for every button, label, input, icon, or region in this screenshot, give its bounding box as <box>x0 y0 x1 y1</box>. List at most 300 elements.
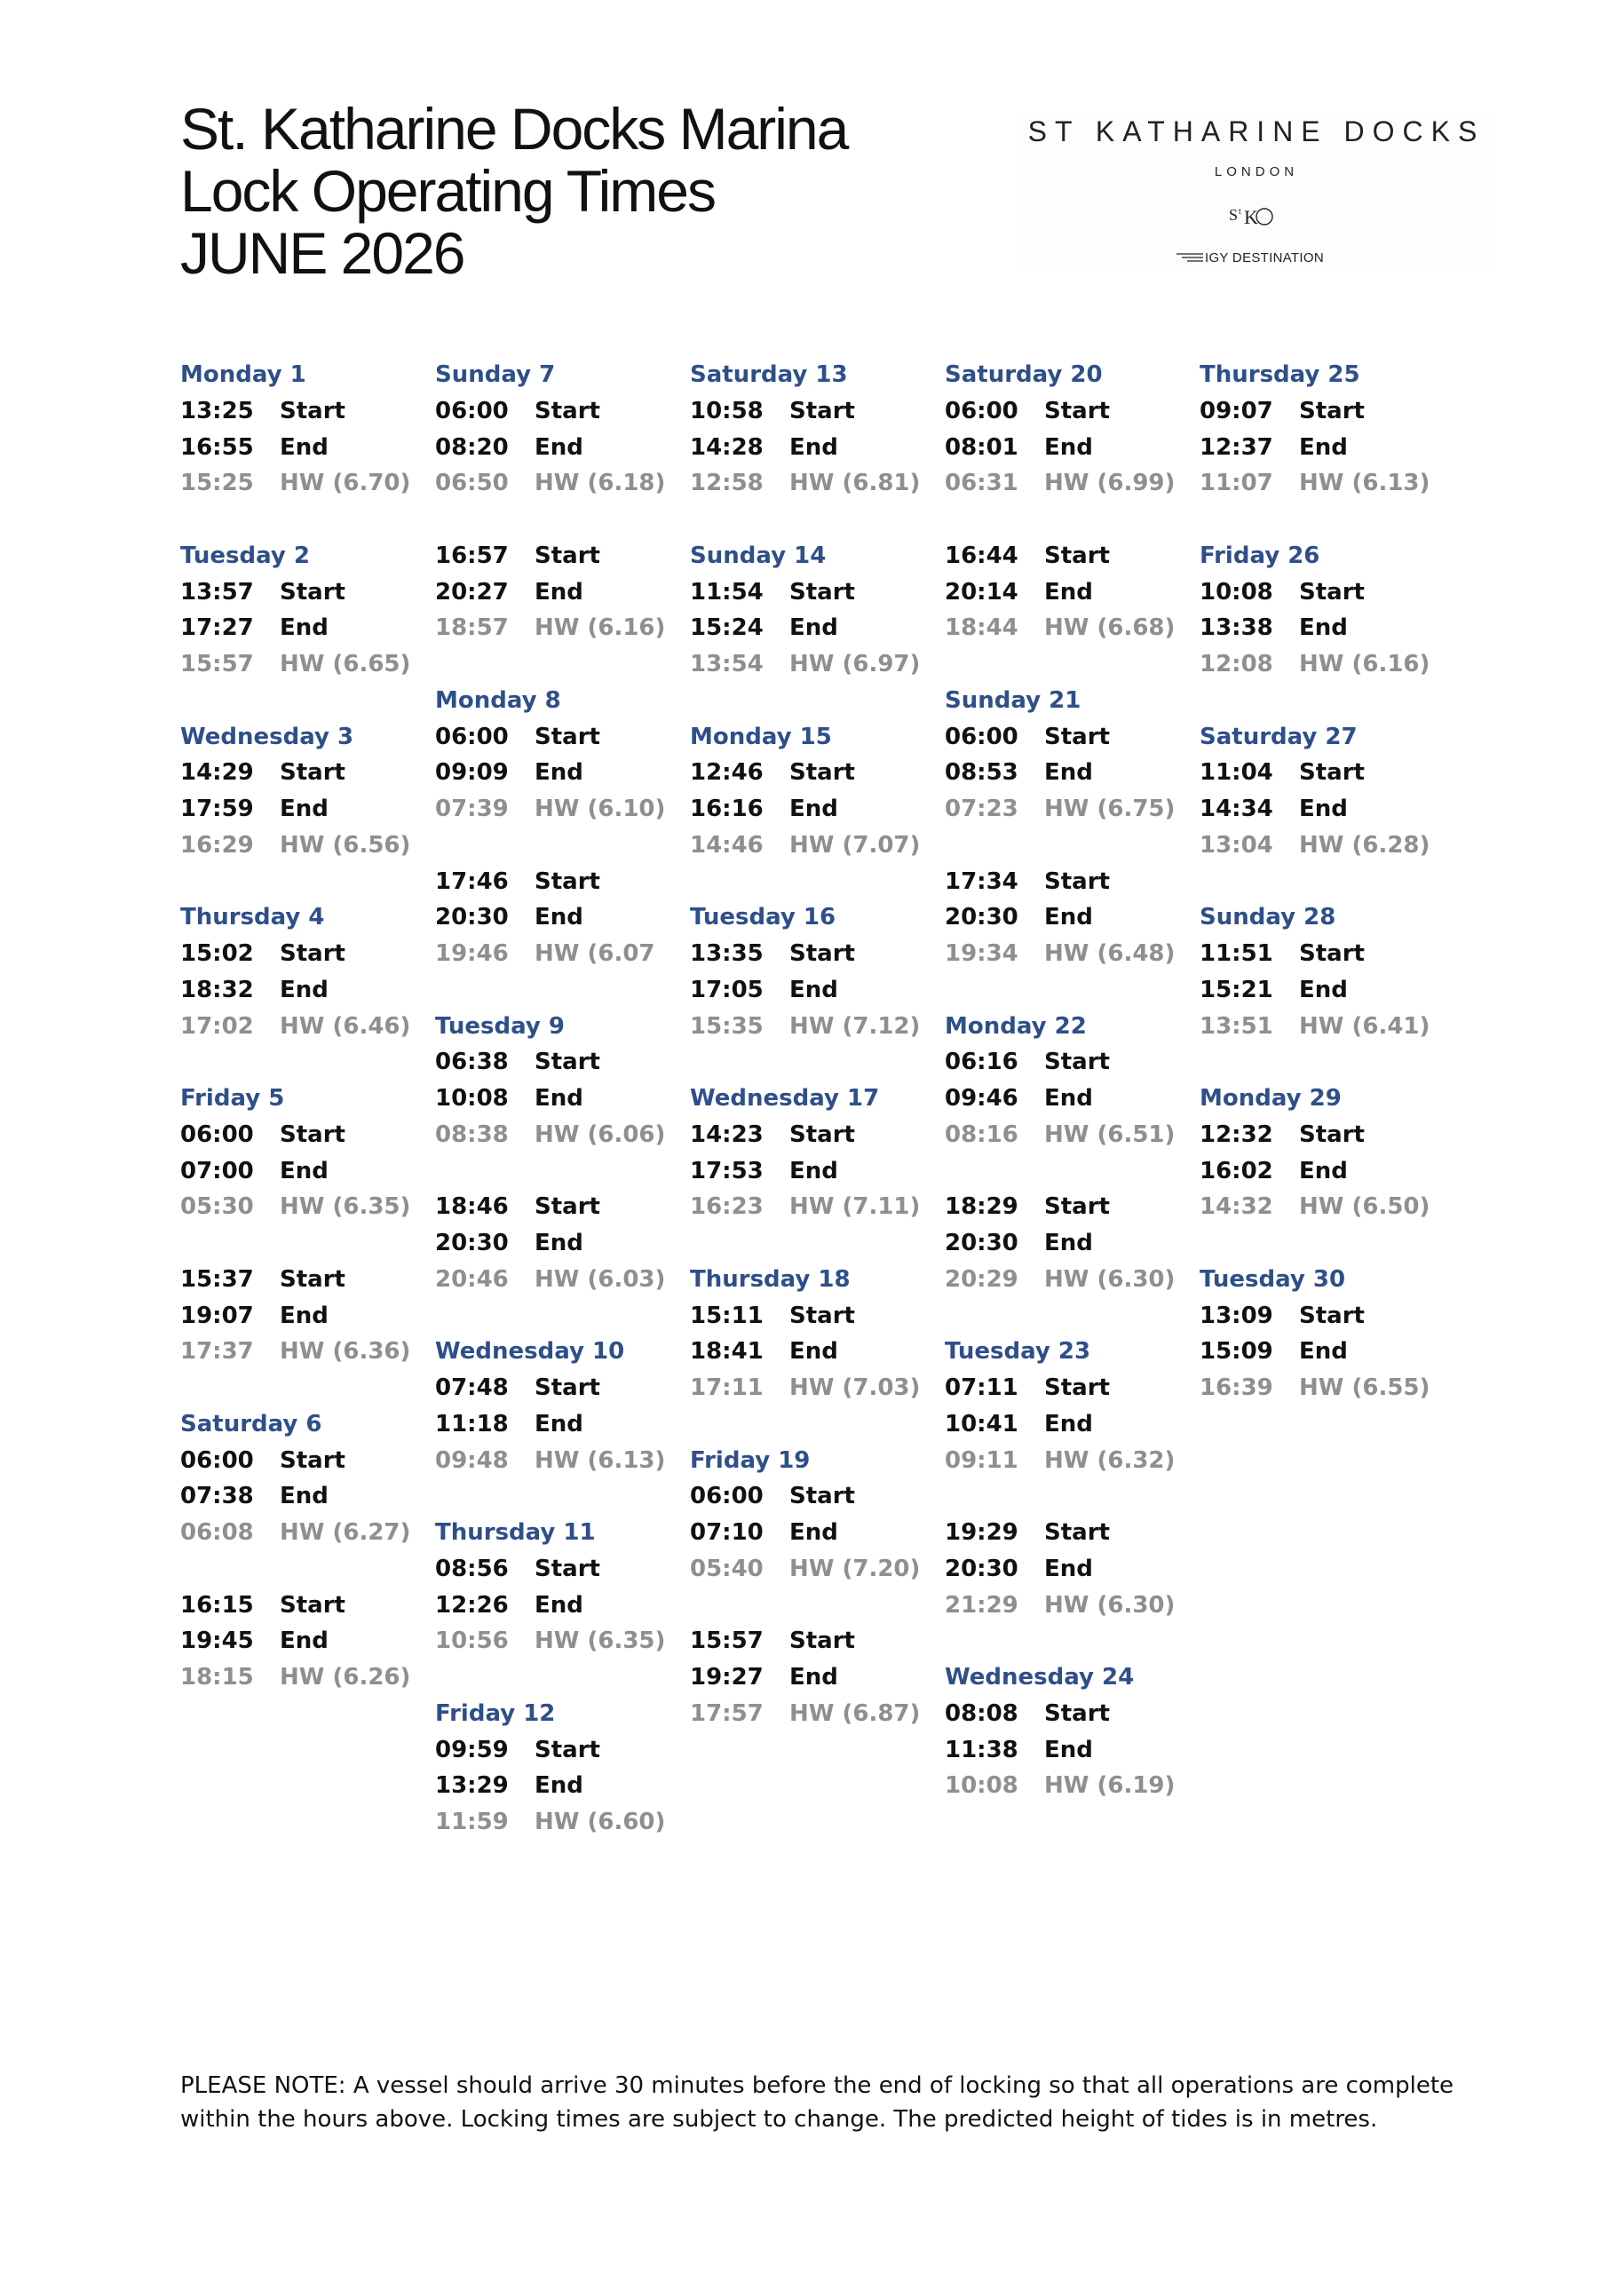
lock-time-row <box>690 1153 943 1190</box>
high-water-row <box>945 1262 1198 1298</box>
high-water-height: HW (6.56) <box>280 831 411 859</box>
high-water-height: HW (7.12) <box>789 1012 921 1040</box>
schedule-column <box>1200 357 1453 1406</box>
lock-event-label: Start <box>1044 723 1110 750</box>
lock-event-label: End <box>1044 1410 1093 1437</box>
lock-time: 13:29 <box>435 1772 509 1800</box>
lock-time: 08:56 <box>435 1555 509 1582</box>
high-water-time: 07:39 <box>435 796 509 822</box>
lock-time-row <box>945 755 1198 791</box>
high-water-time: 18:15 <box>180 1664 254 1691</box>
lock-time: 20:30 <box>945 904 1018 931</box>
spacer <box>1200 683 1453 719</box>
spacer <box>690 1044 943 1081</box>
high-water-row <box>1200 1009 1453 1045</box>
high-water-row <box>690 1009 943 1045</box>
lock-time-row <box>690 393 943 430</box>
schedule-column <box>435 357 688 1841</box>
day-heading: Tuesday 23 <box>945 1338 1091 1366</box>
lock-time-row <box>945 1551 1198 1588</box>
title-line-lock-times: Lock Operating Times <box>180 158 715 224</box>
lock-event-label: End <box>535 1410 583 1437</box>
schedule-column <box>180 357 433 1696</box>
high-water-height: HW (6.81) <box>789 470 921 497</box>
high-water-time: 05:30 <box>180 1193 254 1221</box>
lock-time: 11:38 <box>945 1736 1018 1763</box>
lock-time: 16:02 <box>1200 1157 1273 1184</box>
lock-event-label: Start <box>789 397 855 424</box>
high-water-height: HW (6.87) <box>789 1699 921 1727</box>
lock-time-row <box>690 972 943 1009</box>
lock-time-row <box>180 1262 433 1298</box>
lock-time: 10:08 <box>435 1085 509 1112</box>
spacer <box>690 502 943 538</box>
high-water-row <box>945 1768 1198 1804</box>
please-note <box>180 2069 1459 2136</box>
lock-time: 11:18 <box>435 1410 509 1437</box>
spacer <box>180 864 433 900</box>
lock-time-row <box>435 574 688 611</box>
lock-time-row <box>1200 972 1453 1009</box>
high-water-row <box>690 1189 943 1225</box>
spacer <box>180 1044 433 1081</box>
spacer <box>435 502 688 538</box>
high-water-time: 10:08 <box>945 1772 1018 1800</box>
lock-time-row <box>1200 936 1453 972</box>
spacer <box>1200 502 1453 538</box>
svg-text:t: t <box>1239 207 1241 217</box>
lock-time: 11:54 <box>690 578 764 606</box>
high-water-row <box>435 1117 688 1153</box>
high-water-time: 15:57 <box>180 651 254 677</box>
lock-time: 13:57 <box>180 578 254 606</box>
day-heading: Friday 12 <box>435 1699 556 1727</box>
lock-event-label: Start <box>1044 1374 1110 1401</box>
lock-time: 13:38 <box>1200 614 1273 642</box>
lock-time-row <box>945 1044 1198 1081</box>
high-water-height: HW (7.11) <box>789 1193 921 1221</box>
lock-time: 15:57 <box>690 1628 764 1655</box>
high-water-row <box>1200 828 1453 864</box>
high-water-height: HW (6.97) <box>789 651 921 677</box>
lock-time: 06:16 <box>945 1049 1018 1076</box>
high-water-row <box>435 1804 688 1841</box>
day-heading: Wednesday 10 <box>435 1338 625 1366</box>
high-water-height: HW (6.68) <box>1044 614 1176 642</box>
lock-event-label: End <box>1044 578 1093 606</box>
lock-time-row <box>1200 1153 1453 1190</box>
lock-time-row <box>435 1588 688 1624</box>
spacer <box>690 1225 943 1262</box>
svg-text:K: K <box>1244 206 1258 228</box>
lock-time-row <box>690 574 943 611</box>
lock-event-label: End <box>535 904 583 931</box>
high-water-row <box>435 1262 688 1298</box>
high-water-height: HW (6.28) <box>1299 831 1430 859</box>
lock-time: 18:32 <box>180 976 254 1003</box>
high-water-height: HW (6.36) <box>280 1338 411 1366</box>
lock-event-label: End <box>280 433 329 461</box>
high-water-height: HW (6.65) <box>280 651 411 677</box>
lock-time: 06:00 <box>945 723 1018 750</box>
lock-time-row <box>690 1298 943 1334</box>
lock-time-row <box>690 1515 943 1551</box>
lock-time: 07:10 <box>690 1519 764 1546</box>
lock-event-label: End <box>789 433 838 461</box>
lock-time-row <box>435 1081 688 1117</box>
day-heading: Saturday 6 <box>180 1410 322 1437</box>
high-water-row <box>1200 1189 1453 1225</box>
high-water-row <box>945 1117 1198 1153</box>
lock-time: 10:08 <box>1200 578 1273 606</box>
high-water-time: 13:04 <box>1200 831 1273 859</box>
high-water-height: HW (6.30) <box>1044 1265 1176 1293</box>
lock-time-row <box>180 1117 433 1153</box>
lock-event-label: End <box>280 1302 329 1329</box>
lock-event-label: End <box>789 976 838 1003</box>
lock-time-row <box>180 1443 433 1479</box>
high-water-height: HW (6.07 <box>535 940 655 967</box>
lock-event-label: End <box>535 433 583 461</box>
lock-event-label: Start <box>789 1302 855 1329</box>
lock-time-row <box>690 430 943 466</box>
day-heading: Tuesday 9 <box>435 1012 565 1040</box>
lock-time: 13:35 <box>690 940 764 967</box>
lock-time-row <box>180 393 433 430</box>
lock-event-label: Start <box>789 578 855 606</box>
lock-time: 06:00 <box>435 723 509 750</box>
lock-time-row <box>180 574 433 611</box>
lock-event-label: Start <box>280 1265 345 1293</box>
spacer <box>945 972 1198 1009</box>
high-water-height: HW (6.70) <box>280 470 411 497</box>
lock-time-row <box>1200 1117 1453 1153</box>
lock-event-label: Start <box>535 542 600 569</box>
lock-event-label: Start <box>1299 1121 1365 1148</box>
lock-time-row <box>945 1225 1198 1262</box>
lock-event-label: Start <box>280 1591 345 1619</box>
day-heading: Tuesday 2 <box>180 542 310 569</box>
lock-event-label: Start <box>1044 867 1110 895</box>
lock-time: 15:11 <box>690 1302 764 1329</box>
spacer <box>180 683 433 719</box>
lock-event-label: Start <box>1044 1049 1110 1076</box>
lock-time-row <box>435 393 688 430</box>
high-water-row <box>1200 646 1453 683</box>
high-water-time: 17:37 <box>180 1338 254 1366</box>
lock-event-label: Start <box>1044 397 1110 424</box>
lock-time: 09:07 <box>1200 397 1273 424</box>
day-heading: Sunday 7 <box>435 361 556 388</box>
lock-time: 07:38 <box>180 1483 254 1510</box>
high-water-time: 09:11 <box>945 1446 1018 1474</box>
lock-time-row <box>180 1588 433 1624</box>
high-water-height: HW (6.16) <box>1299 651 1430 677</box>
high-water-height: HW (6.30) <box>1044 1591 1176 1619</box>
spacer <box>435 828 688 864</box>
lock-event-label: End <box>535 1772 583 1800</box>
lock-time: 06:00 <box>180 1446 254 1474</box>
lock-event-label: End <box>1299 976 1348 1003</box>
lock-time: 10:41 <box>945 1410 1018 1437</box>
lock-time-row <box>435 719 688 756</box>
st-katharine-docks-logo <box>1017 115 1496 266</box>
high-water-height: HW (6.27) <box>280 1519 411 1546</box>
lock-time-row <box>945 538 1198 574</box>
lock-event-label: Start <box>280 759 345 787</box>
high-water-height: HW (6.13) <box>1299 470 1430 497</box>
destination-lines-icon <box>1176 252 1203 263</box>
lock-time-row <box>1200 393 1453 430</box>
lock-event-label: Start <box>1299 397 1365 424</box>
day-heading: Sunday 21 <box>945 686 1081 714</box>
high-water-height: HW (6.18) <box>535 470 666 497</box>
lock-event-label: Start <box>280 1446 345 1474</box>
day-heading: Saturday 27 <box>1200 723 1358 750</box>
spacer <box>180 1551 433 1588</box>
high-water-row <box>945 791 1198 828</box>
lock-time-row <box>945 864 1198 900</box>
lock-time-row <box>945 574 1198 611</box>
spacer <box>435 972 688 1009</box>
lock-event-label: End <box>789 1338 838 1366</box>
logo-destination <box>1176 249 1324 266</box>
lock-time-row <box>690 791 943 828</box>
spacer <box>180 1370 433 1406</box>
spacer <box>945 1478 1198 1515</box>
lock-event-label: End <box>789 1519 838 1546</box>
day-heading: Saturday 20 <box>945 361 1103 388</box>
high-water-time: 18:57 <box>435 614 509 642</box>
lock-time-row <box>690 1478 943 1515</box>
lock-time: 11:04 <box>1200 759 1273 787</box>
day-heading: Wednesday 24 <box>945 1664 1135 1691</box>
lock-time-row <box>690 1659 943 1696</box>
lock-time: 15:02 <box>180 940 254 967</box>
high-water-time: 11:07 <box>1200 470 1273 497</box>
lock-time: 20:30 <box>435 1230 509 1256</box>
high-water-time: 14:32 <box>1200 1193 1273 1221</box>
lock-event-label: End <box>535 578 583 606</box>
day-heading: Friday 26 <box>1200 542 1320 569</box>
lock-time: 13:09 <box>1200 1302 1273 1329</box>
lock-time-row <box>435 430 688 466</box>
high-water-time: 08:38 <box>435 1121 509 1148</box>
high-water-row <box>435 936 688 972</box>
day-heading: Monday 22 <box>945 1012 1087 1040</box>
logo-city-name: LONDON <box>1214 164 1299 179</box>
high-water-row <box>435 610 688 646</box>
lock-time: 17:53 <box>690 1157 764 1184</box>
lock-time: 14:29 <box>180 759 254 787</box>
lock-time: 12:26 <box>435 1591 509 1619</box>
lock-time-row <box>435 1406 688 1443</box>
lock-event-label: Start <box>1044 1699 1110 1727</box>
lock-event-label: End <box>1044 904 1093 931</box>
spacer <box>945 828 1198 864</box>
lock-time-row <box>1200 1334 1453 1370</box>
day-heading: Monday 8 <box>435 686 561 714</box>
lock-event-label: End <box>1044 1230 1093 1256</box>
lock-event-label: End <box>280 614 329 642</box>
lock-time: 08:20 <box>435 433 509 461</box>
lock-time: 17:27 <box>180 614 254 642</box>
lock-time: 16:55 <box>180 433 254 461</box>
lock-time-row <box>1200 574 1453 611</box>
day-heading: Thursday 18 <box>690 1265 851 1293</box>
day-heading: Thursday 25 <box>1200 361 1360 388</box>
high-water-time: 09:48 <box>435 1446 509 1474</box>
lock-time: 20:30 <box>945 1555 1018 1582</box>
high-water-row <box>690 1370 943 1406</box>
lock-time: 19:07 <box>180 1302 254 1329</box>
lock-time: 20:30 <box>945 1230 1018 1256</box>
high-water-height: HW (6.48) <box>1044 940 1176 967</box>
lock-time-row <box>945 430 1198 466</box>
high-water-time: 06:50 <box>435 470 509 497</box>
lock-event-label: Start <box>535 867 600 895</box>
high-water-time: 14:46 <box>690 831 764 859</box>
day-heading: Wednesday 17 <box>690 1085 880 1112</box>
lock-time-row <box>945 1406 1198 1443</box>
spacer <box>945 646 1198 683</box>
lock-time-row <box>435 538 688 574</box>
high-water-time: 15:35 <box>690 1012 764 1040</box>
lock-event-label: End <box>535 1230 583 1256</box>
lock-time-row <box>180 936 433 972</box>
lock-event-label: End <box>1044 1555 1093 1582</box>
lock-time: 16:44 <box>945 542 1018 569</box>
high-water-height: HW (6.26) <box>280 1664 411 1691</box>
lock-event-label: Start <box>1044 542 1110 569</box>
high-water-time: 13:54 <box>690 651 764 677</box>
lock-time: 07:48 <box>435 1374 509 1401</box>
lock-time: 06:00 <box>945 397 1018 424</box>
lock-event-label: End <box>789 1664 838 1691</box>
lock-time: 12:46 <box>690 759 764 787</box>
lock-event-label: Start <box>535 397 600 424</box>
lock-event-label: Start <box>1299 759 1365 787</box>
lock-time: 09:46 <box>945 1085 1018 1112</box>
lock-time: 14:28 <box>690 433 764 461</box>
high-water-height: HW (6.51) <box>1044 1121 1176 1148</box>
spacer <box>435 1298 688 1334</box>
lock-time: 08:01 <box>945 433 1018 461</box>
lock-time: 09:09 <box>435 759 509 787</box>
lock-time: 17:34 <box>945 867 1018 895</box>
high-water-time: 20:29 <box>945 1265 1018 1293</box>
lock-time-row <box>945 1370 1198 1406</box>
high-water-row <box>690 828 943 864</box>
lock-time: 19:29 <box>945 1519 1018 1546</box>
lock-time: 19:45 <box>180 1628 254 1655</box>
lock-time: 19:27 <box>690 1664 764 1691</box>
high-water-time: 08:16 <box>945 1121 1018 1148</box>
high-water-height: HW (6.50) <box>1299 1193 1430 1221</box>
lock-time-row <box>435 864 688 900</box>
high-water-time: 07:23 <box>945 796 1018 822</box>
spacer <box>435 646 688 683</box>
day-heading: Wednesday 3 <box>180 723 354 750</box>
spacer <box>435 1659 688 1696</box>
lock-event-label: End <box>535 1591 583 1619</box>
lock-time-row <box>945 1081 1198 1117</box>
high-water-row <box>945 936 1198 972</box>
high-water-time: 12:58 <box>690 470 764 497</box>
lock-time: 17:05 <box>690 976 764 1003</box>
lock-time-row <box>180 1298 433 1334</box>
note-line: PLEASE NOTE: A vessel should arrive 30 minutes before the end of locking so that all operations are complete <box>180 2072 1454 2099</box>
day-heading: Sunday 14 <box>690 542 827 569</box>
lock-time: 18:46 <box>435 1193 509 1221</box>
lock-time: 12:32 <box>1200 1121 1273 1148</box>
lock-time-row <box>1200 755 1453 791</box>
lock-time-row <box>435 1225 688 1262</box>
stkd-monogram-icon <box>1227 202 1280 229</box>
lock-time: 20:27 <box>435 578 509 606</box>
lock-event-label: End <box>789 1157 838 1184</box>
day-heading: Thursday 11 <box>435 1519 596 1546</box>
lock-time: 06:00 <box>435 397 509 424</box>
lock-time: 17:46 <box>435 867 509 895</box>
lock-time-row <box>945 719 1198 756</box>
high-water-time: 17:02 <box>180 1012 254 1040</box>
lock-event-label: Start <box>789 1483 855 1510</box>
lock-time: 08:53 <box>945 759 1018 787</box>
high-water-height: HW (6.75) <box>1044 796 1176 822</box>
high-water-height: HW (6.35) <box>280 1193 411 1221</box>
high-water-time: 12:08 <box>1200 651 1273 677</box>
schedule-column <box>945 357 1198 1804</box>
lock-time: 15:24 <box>690 614 764 642</box>
high-water-height: HW (6.06) <box>535 1121 666 1148</box>
high-water-row <box>180 1334 433 1370</box>
lock-time: 16:15 <box>180 1591 254 1619</box>
high-water-time: 16:29 <box>180 831 254 859</box>
day-heading: Friday 19 <box>690 1446 811 1474</box>
lock-time: 06:00 <box>690 1483 764 1510</box>
lock-time-row <box>435 1732 688 1769</box>
lock-time: 14:23 <box>690 1121 764 1148</box>
spacer <box>690 864 943 900</box>
lock-time: 16:16 <box>690 796 764 822</box>
spacer <box>1200 864 1453 900</box>
lock-time-row <box>180 791 433 828</box>
lock-event-label: End <box>280 1483 329 1510</box>
spacer <box>690 683 943 719</box>
lock-time-row <box>945 1732 1198 1769</box>
high-water-time: 21:29 <box>945 1591 1018 1619</box>
lock-time: 18:41 <box>690 1338 764 1366</box>
spacer <box>180 1225 433 1262</box>
lock-time-row <box>945 1515 1198 1551</box>
day-heading: Friday 5 <box>180 1085 285 1112</box>
lock-time-row <box>435 1370 688 1406</box>
svg-text:S: S <box>1229 206 1239 224</box>
logo-destination-text: IGY DESTINATION <box>1205 249 1324 265</box>
lock-time-row <box>690 936 943 972</box>
lock-time-row <box>690 610 943 646</box>
lock-time-row <box>435 1189 688 1225</box>
lock-time: 17:59 <box>180 796 254 822</box>
lock-time-row <box>1200 1298 1453 1334</box>
lock-time: 18:29 <box>945 1193 1018 1221</box>
lock-time-row <box>435 899 688 936</box>
high-water-time: 05:40 <box>690 1555 764 1582</box>
lock-event-label: Start <box>789 759 855 787</box>
lock-event-label: Start <box>535 1736 600 1763</box>
lock-event-label: Start <box>535 1193 600 1221</box>
